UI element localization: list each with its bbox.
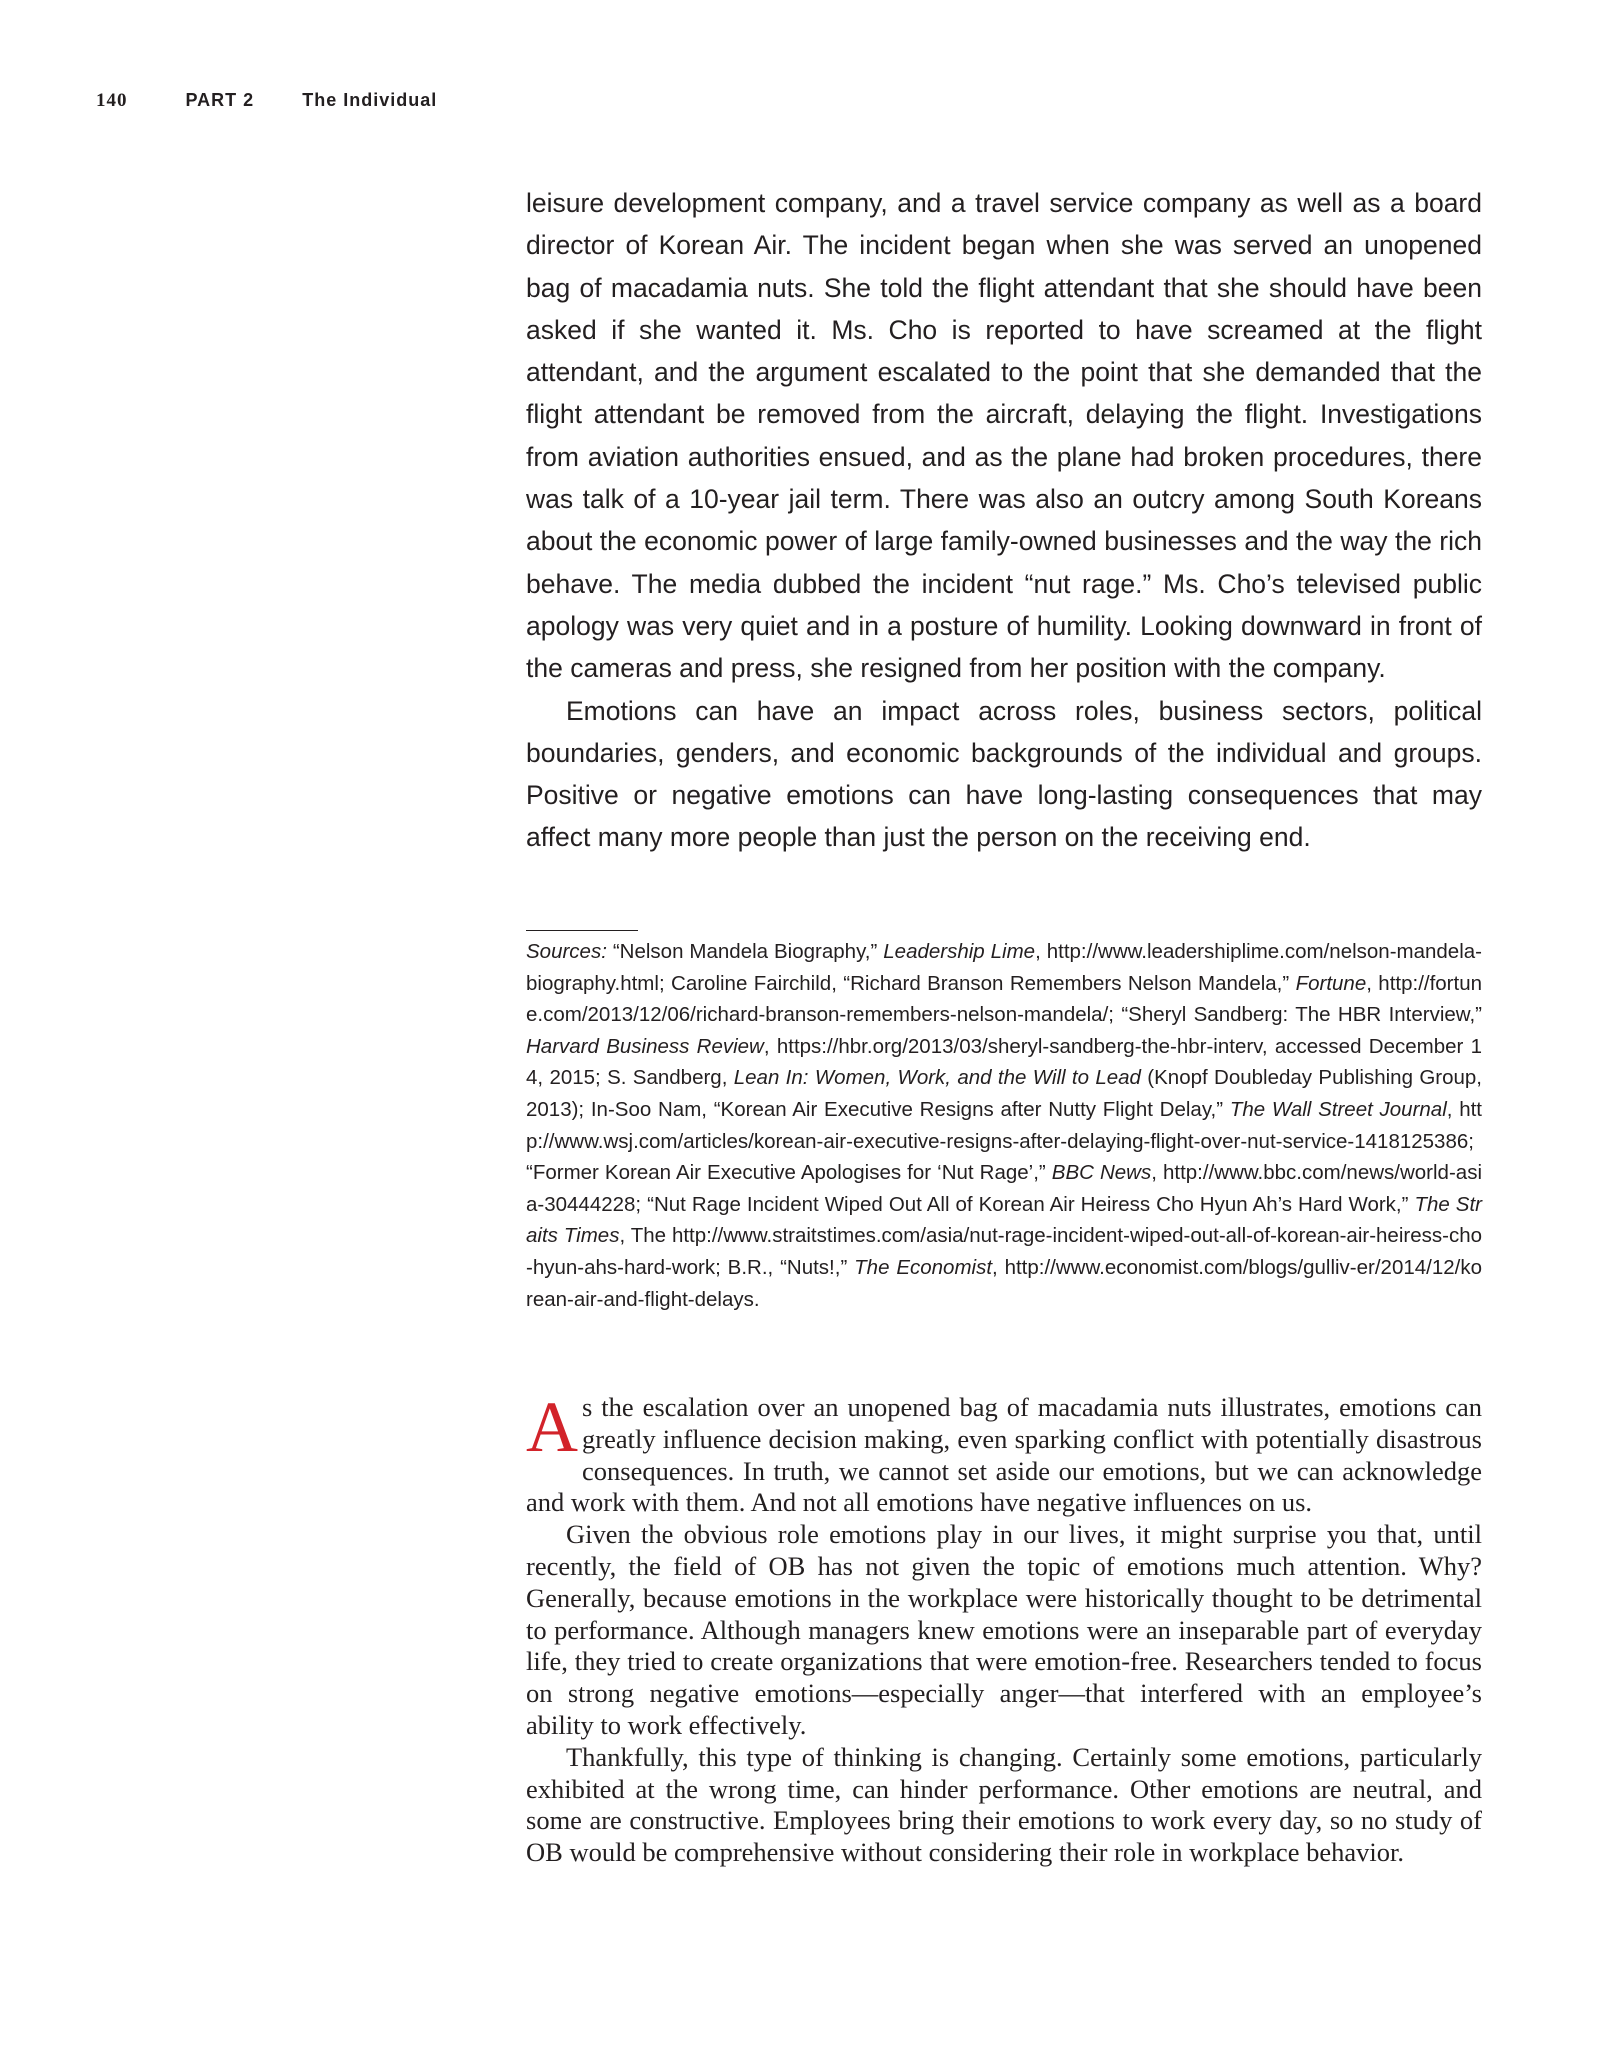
body-paragraph-1 [526,1387,1482,1519]
source-text: “Nelson Mandela Biography,” [606,940,884,963]
case-study-text [526,182,1482,859]
section-title: The Individual [302,90,438,110]
running-header [96,90,437,112]
source-text: , http://www.economist.com/blogs/gulliv-er/2014/12/korean-air-and-flight-delays. [526,1255,1483,1311]
source-text: , http://www.leadershiplime.com/nelson-mandela-biography.html; Caroline Fairchild, “Richard Branson Remembers Nelson Mandela,” [526,940,1482,995]
source-title: Fortune [1295,971,1367,995]
sources-label: Sources: [526,940,607,963]
sources-note [526,936,1482,1315]
source-text: (Knopf Doubleday Publishing Group, 2013); In-Soo Nam, “Korean Air Executive Resigns after Nutty Flight Delay,” [526,1066,1482,1121]
source-title: Harvard Business Review [526,1034,764,1058]
source-title: BBC News [1051,1161,1152,1185]
source-text: , http://fortune.com/2013/12/06/richard-branson-remembers-nelson-mandela/; “Sheryl Sandberg: The HBR Interview,” [526,971,1483,1027]
body-paragraph-2: Given the obvious role emotions play in our lives, it might surprise you that, until recently, the field of OB has not given the topic of emotions much attention. Why? Generally, because emotions in the workplace were historically thought to be detrimental to performance. Although managers knew emotions were an inseparable part of everyday life, they tried to create organizations that were emotion-free. Researchers tended to focus on strong negative emotions—especially anger—that interfered with an employee’s ability to work effectively. [526,1519,1482,1740]
source-text: , https://hbr.org/2013/03/sheryl-sandberg-the-hbr-interv, accessed December 14, 2015; S. Sandberg, [526,1034,1483,1090]
source-title: The Economist [854,1255,993,1279]
source-text: , http://www.wsj.com/articles/korean-air-executive-resigns-after-delaying-flight-over-nut-service-1418125386; “Former Korean Air Executive Apologises for ‘Nut Rage’,” [526,1097,1482,1185]
body-paragraph-3: Thankfully, this type of thinking is changing. Certainly some emotions, particularly exhibited at the wrong time, can hinder performance. Other emotions are neutral, and some are constructive. Employees bring their emotions to work every day, so no study of OB would be comprehensive without considering their role in workplace behavior. [526,1741,1482,1868]
page-number: 140 [96,90,128,111]
source-text: , http://www.bbc.com/news/world-asia-30444228; “Nut Rage Incident Wiped Out All of Korean Air Heiress Cho Hyun Ah’s Hard Work,” [526,1161,1482,1216]
body-paragraph-1-text: s the escalation over an unopened bag of macadamia nuts illustrates, emotions can greatly influence decision making, even sparking conflict with potentially disastrous consequences. In truth, we cannot set aside our emotions, but we can acknowledge and work with them. And not all emotions have negative influences on us. [526,1392,1482,1518]
source-text: , The http://www.straitstimes.com/asia/nut-rage-incident-wiped-out-all-of-korean-air-heiress-cho-hyun-ahs-hard-work; B.R., “Nuts!,” [526,1224,1482,1279]
drop-cap: A [526,1387,578,1467]
source-title: Leadership Lime [883,940,1036,963]
case-paragraph-1: leisure development company, and a travel service company as well as a board director of Korean Air. The incident began when she was served an unopened bag of macadamia nuts. She told the flight attendant that she should have been asked if she wanted it. Ms. Cho is reported to have screamed at the flight attendant, and the argument escalated to the point that she demanded that the flight attendant be removed from the aircraft, delaying the flight. Investigations from aviation authorities ensued, and as the plane had broken procedures, there was talk of a 10-year jail term. There was also an outcry among South Koreans about the economic power of large family-owned businesses and the way the rich behave. The media dubbed the incident “nut rage.” Ms. Cho’s televised public apology was very quiet and in a posture of humility. Looking downward in front of the cameras and press, she resigned from her position with the company. [526,188,1482,684]
chapter-body [526,1387,1482,1869]
source-title: The Straits Times [526,1192,1482,1248]
sources-divider [526,930,638,931]
source-title: Lean In: Women, Work, and the Will to Lead [733,1066,1141,1090]
source-title: The Wall Street Journal [1229,1097,1447,1121]
case-paragraph-2: Emotions can have an impact across roles, business sectors, political boundaries, genders, and economic backgrounds of the individual and groups. Positive or negative emotions can have long-lasting consequences that may affect many more people than just the person on the receiving end. [526,695,1482,853]
part-label: PART 2 [185,90,255,110]
